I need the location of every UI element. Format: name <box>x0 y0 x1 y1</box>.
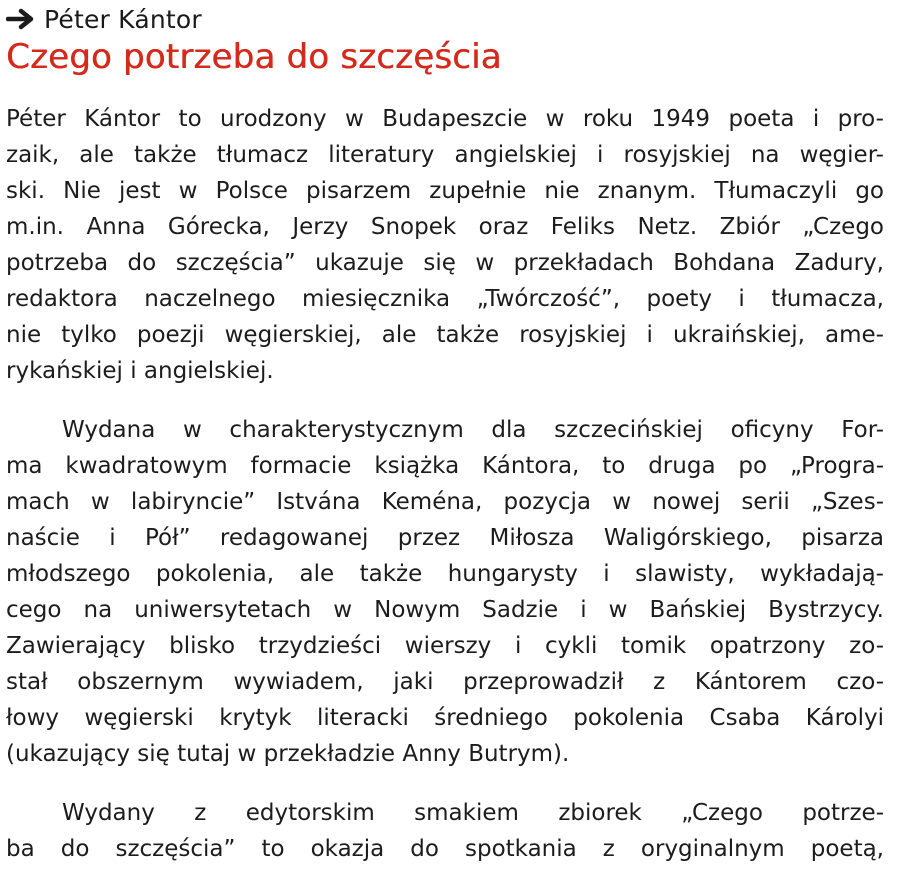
article-title: Czego potrzeba do szczęścia <box>6 37 502 77</box>
body-line: nie tylko poezji węgierskiej, ale także rosyjskiej i ukraińskiej, ame- <box>6 322 884 348</box>
body-line: m.in. Anna Górecka, Jerzy Snopek oraz Feliks Netz. Zbiór „Czego <box>6 214 884 240</box>
body-line: rykańskiej i angielskiej. <box>6 358 274 384</box>
body-line: młodszego pokolenia, ale także hungarysty i slawisty, wykładają- <box>6 561 884 587</box>
body-line: łowy węgierski krytyk literacki średniego pokolenia Csaba Károlyi <box>6 705 884 731</box>
body-line: (ukazujący się tutaj w przekładzie Anny Butrym). <box>6 741 570 767</box>
body-line: zaik, ale także tłumacz literatury angielskiej i rosyjskiej na węgier- <box>6 142 884 168</box>
author-line <box>6 4 202 34</box>
author-name: Péter Kántor <box>44 4 202 34</box>
body-line: Wydany z edytorskim smakiem zbiorek „Czego potrze- <box>62 800 884 826</box>
arrow-right-icon <box>6 8 36 30</box>
body-line: ba do szczęścia” to okazja do spotkania z oryginalnym poetą, <box>6 836 884 862</box>
body-line: naście i Pół” redagowanej przez Miłosza Waligórskiego, pisarza <box>6 525 884 551</box>
body-line: stał obszernym wywiadem, jaki przeprowadził z Kántorem czo- <box>6 669 884 695</box>
body-line: potrzeba do szczęścia” ukazuje się w przekładach Bohdana Zadury, <box>6 250 884 276</box>
body-line: Wydana w charakterystycznym dla szczecińskiej oficyny For- <box>62 417 884 443</box>
body-line: ski. Nie jest w Polsce pisarzem zupełnie nie znanym. Tłumaczyli go <box>6 178 884 204</box>
body-line: cego na uniwersytetach w Nowym Sadzie i w Bańskiej Bystrzycy. <box>6 597 884 623</box>
body-line: mach w labiryncie” Istvána Keména, pozycja w nowej serii „Szes- <box>6 489 884 515</box>
body-line: Péter Kántor to urodzony w Budapeszcie w roku 1949 poeta i pro- <box>6 106 884 132</box>
body-line: redaktora naczelnego miesięcznika „Twórczość”, poety i tłumacza, <box>6 286 884 312</box>
body-line: ma kwadratowym formacie książka Kántora, to druga po „Progra- <box>6 453 884 479</box>
body-line: Zawierający blisko trzydzieści wierszy i cykli tomik opatrzony zo- <box>6 633 884 659</box>
